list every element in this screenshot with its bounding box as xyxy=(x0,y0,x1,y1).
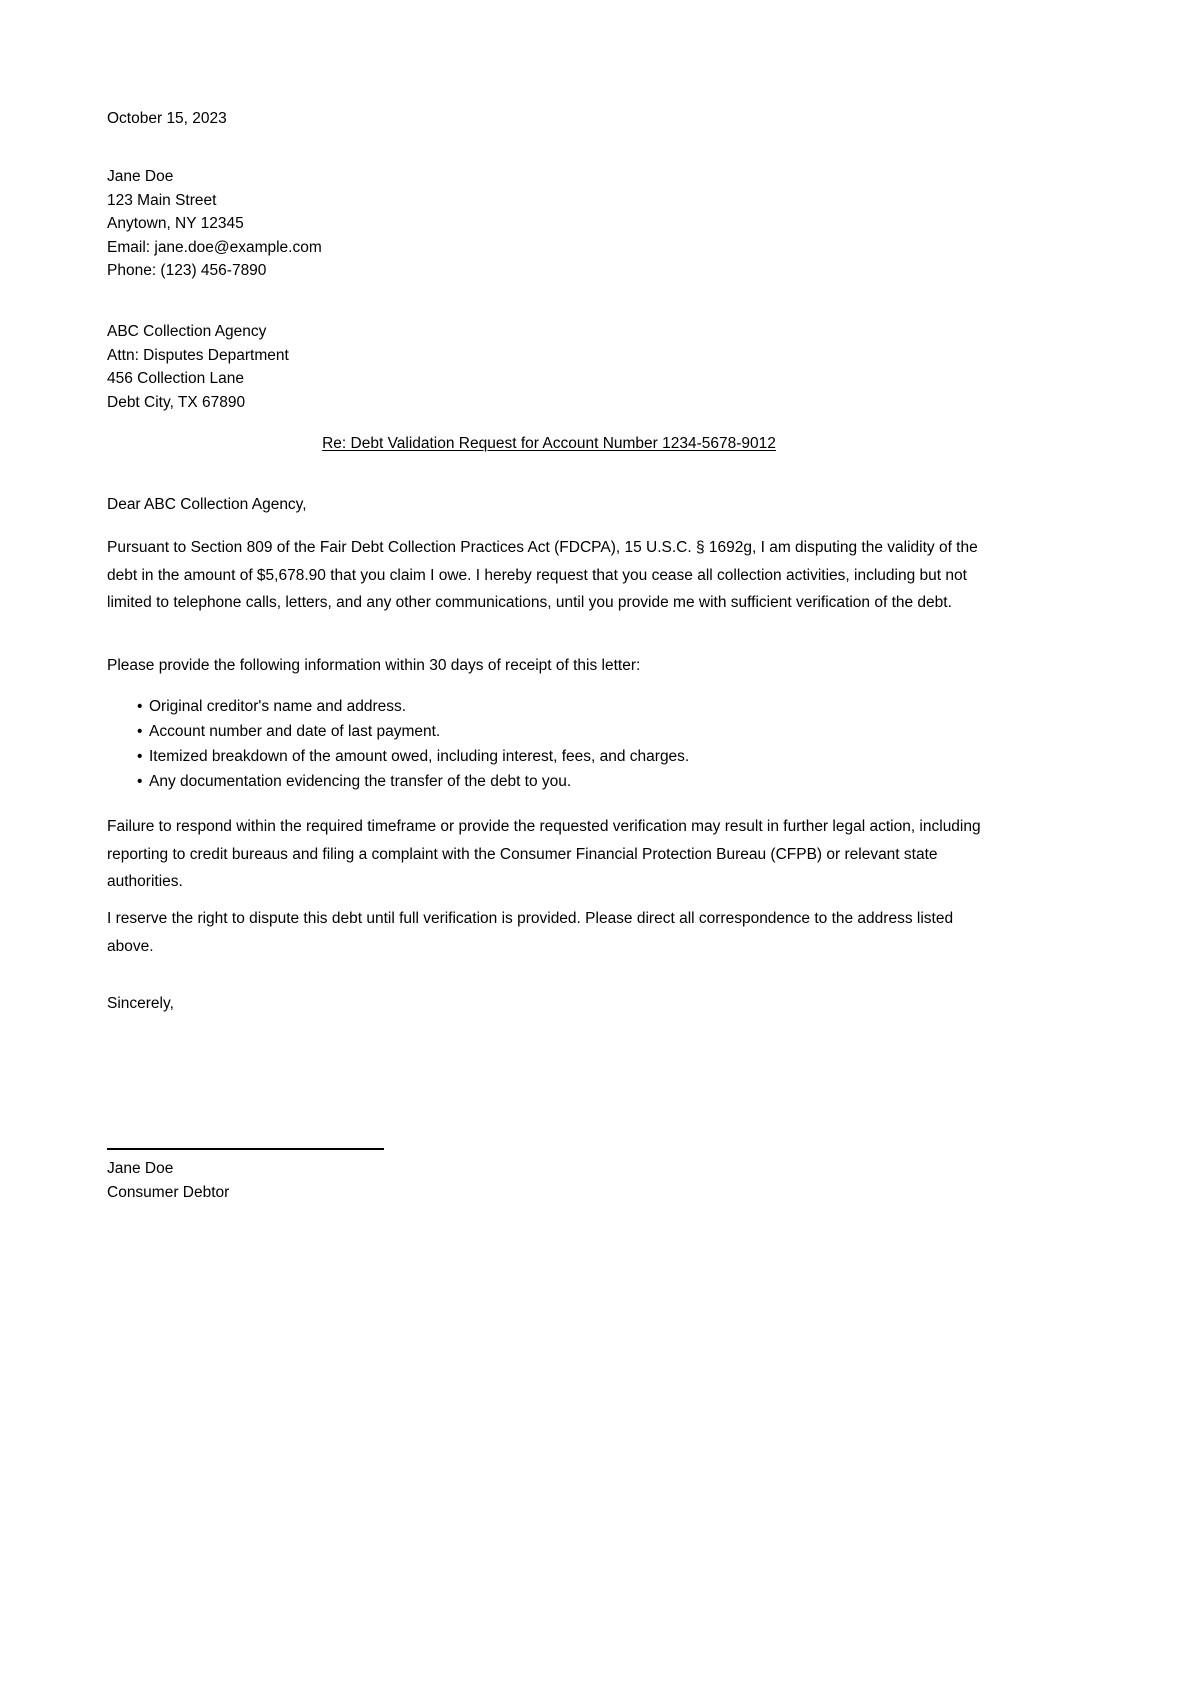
sender-email: Email: jane.doe@example.com xyxy=(107,238,322,256)
body-paragraph-1: Pursuant to Section 809 of the Fair Debt Collection Practices Act (FDCPA), 15 U.S.C. § 1692g, I am disputing the validity of the debt in the amount of $5,678.90 that you claim I owe. I hereby request that you cease all collection activities, including but not limited to telephone calls, letters, and any other communications, until you provide me with sufficient verification of the debt. xyxy=(107,539,978,611)
recipient-company: ABC Collection Agency xyxy=(107,323,267,340)
sender-phone: Phone: (123) 456-7890 xyxy=(107,262,267,280)
closing-salutation: Sincerely, xyxy=(107,995,174,1012)
recipient-attention: Attn: Disputes Department xyxy=(107,346,289,364)
subject-line: Re: Debt Validation Request for Account Number 1234-5678-9012 xyxy=(322,435,776,452)
recipient-street: 456 Collection Lane xyxy=(107,370,245,388)
bullet-icon: • xyxy=(137,748,143,765)
date-block xyxy=(107,107,227,131)
bullet-icon: • xyxy=(137,723,143,740)
list-item xyxy=(107,694,991,719)
list-item-label: Account number and date of last payment. xyxy=(149,723,441,740)
bullet-icon: • xyxy=(137,698,143,715)
body-paragraph-2: Please provide the following information within 30 days of receipt of this letter: xyxy=(107,657,641,674)
sender-address-block xyxy=(107,165,322,283)
list-item-label: Any documentation evidencing the transfer of the debt to you. xyxy=(149,773,572,790)
sender-street: 123 Main Street xyxy=(107,191,217,209)
body-paragraph-3: Failure to respond within the required timeframe or provide the requested verification may result in further legal action, including reporting to credit bureaus and filing a complaint with the Consumer Financial Protection Bureau (CFPB) or relevant state authorities. xyxy=(107,818,981,890)
signatory-name: Jane Doe xyxy=(107,1160,174,1177)
recipient-city-state-zip: Debt City, TX 67890 xyxy=(107,393,246,411)
requested-items-list xyxy=(107,694,991,794)
list-item-label: Original creditor's name and address. xyxy=(149,698,407,715)
bullet-icon: • xyxy=(137,773,143,790)
recipient-address-block xyxy=(107,320,289,414)
list-item xyxy=(107,769,991,794)
list-item-label: Itemized breakdown of the amount owed, including interest, fees, and charges. xyxy=(149,748,690,765)
signature-block xyxy=(107,1157,229,1204)
closing-block xyxy=(107,992,174,1016)
list-item xyxy=(107,719,991,744)
letter-date: October 15, 2023 xyxy=(107,110,227,127)
subject-block xyxy=(107,432,991,456)
body-paragraph-4: I reserve the right to dispute this debt until full verification is provided. Please direct all correspondence to the address listed above. xyxy=(107,910,954,955)
list-item xyxy=(107,744,991,769)
sender-name: Jane Doe xyxy=(107,168,174,185)
signature-line xyxy=(107,1148,384,1150)
salutation-block xyxy=(107,493,307,517)
signatory-title: Consumer Debtor xyxy=(107,1183,230,1201)
salutation: Dear ABC Collection Agency, xyxy=(107,496,307,513)
sender-city-state-zip: Anytown, NY 12345 xyxy=(107,215,244,233)
